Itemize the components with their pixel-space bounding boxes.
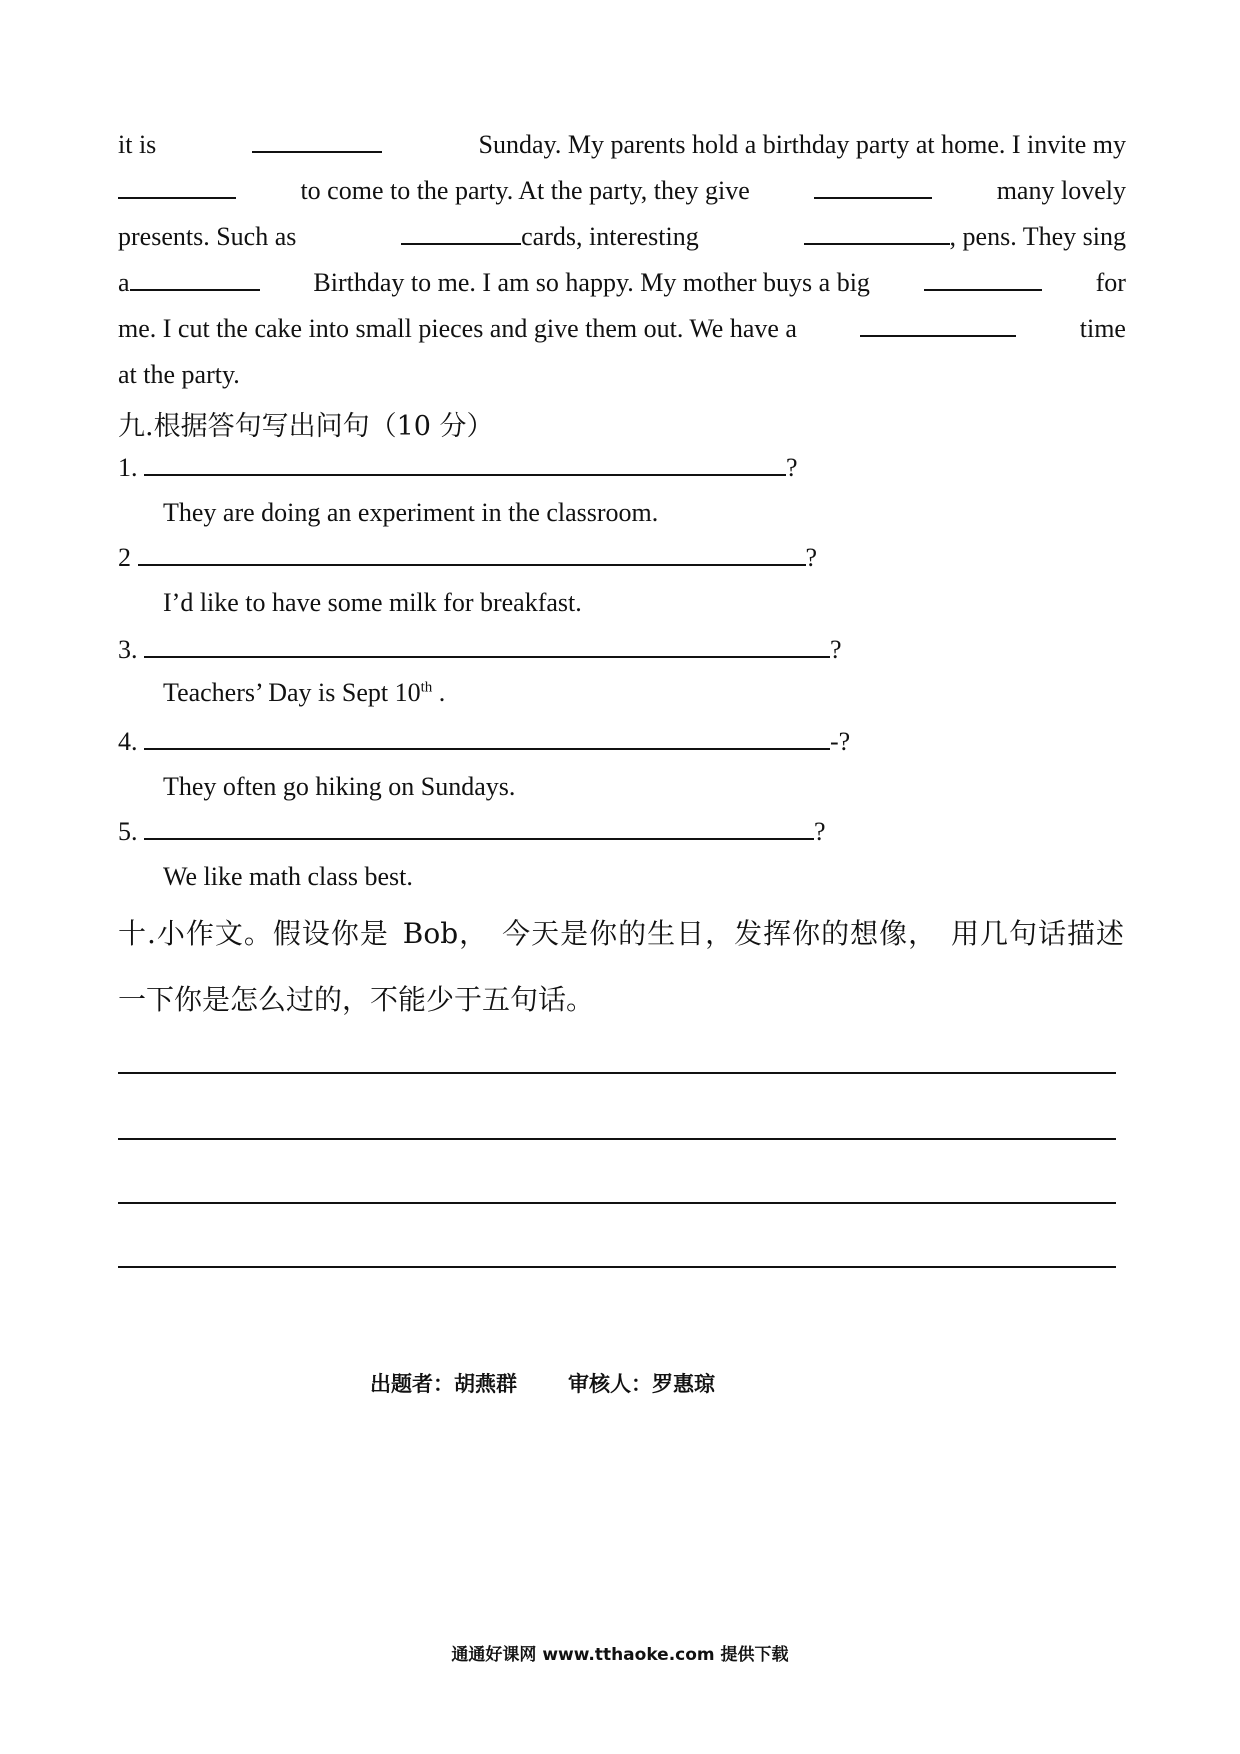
cloze-text: for	[1095, 268, 1126, 297]
question-line-4	[118, 726, 850, 756]
section-9-title: 九.根据答句写出问句（10 分）	[118, 411, 494, 442]
question-mark: -?	[830, 727, 851, 756]
question-number: 2	[118, 543, 131, 572]
question-answer-blank[interactable]	[144, 816, 814, 840]
answer-sentence-5: We like math class best.	[163, 862, 413, 891]
section-10-prompt-line-2: 一下你是怎么过的，不能少于五句话。	[118, 983, 595, 1016]
cloze-passage	[118, 122, 1126, 398]
cloze-line-6	[118, 352, 1126, 398]
cloze-blank[interactable]	[814, 175, 932, 199]
cloze-text: Birthday to me. I am so happy. My mother buys a big	[313, 268, 870, 297]
cloze-line-5	[118, 306, 1126, 352]
question-number: 4.	[118, 727, 138, 756]
question-mark: ?	[814, 817, 826, 846]
cloze-line-3	[118, 214, 1126, 260]
answer-text: .	[432, 678, 446, 707]
question-mark: ?	[805, 543, 818, 572]
answer-sentence-1: They are doing an experiment in the classroom.	[163, 498, 659, 527]
page-footer: 通通好课网 www.tthaoke.com 提供下载	[451, 1645, 789, 1665]
question-mark: ?	[786, 453, 798, 482]
cloze-blank[interactable]	[130, 267, 260, 291]
question-line-3	[118, 634, 842, 664]
ordinal-suffix: th	[420, 679, 433, 696]
cloze-blank[interactable]	[860, 313, 1016, 337]
section-10-prompt-line-1: 十.小作文。假设你是 Bob， 今天是你的生日，发挥你的想像， 用几句话描述	[118, 917, 1124, 950]
question-line-2	[118, 542, 817, 572]
question-answer-blank[interactable]	[144, 452, 786, 476]
cloze-blank[interactable]	[804, 221, 950, 245]
cloze-blank[interactable]	[252, 129, 382, 153]
cloze-text: cards, interesting	[521, 222, 699, 251]
question-answer-blank[interactable]	[138, 542, 806, 566]
cloze-text: it is	[118, 130, 157, 159]
cloze-blank[interactable]	[118, 175, 236, 199]
question-answer-blank[interactable]	[144, 726, 830, 750]
writing-line[interactable]	[118, 1138, 1116, 1140]
cloze-text: to come to the party. At the party, they give	[300, 176, 750, 205]
writing-line[interactable]	[118, 1202, 1116, 1204]
answer-text: Teachers’ Day is Sept 10	[163, 678, 421, 707]
author-credit: 出题者：胡燕群	[370, 1372, 517, 1396]
question-number: 1.	[118, 453, 138, 482]
cloze-blank[interactable]	[924, 267, 1042, 291]
cloze-text: time	[1079, 314, 1126, 343]
question-number: 5.	[118, 817, 138, 846]
writing-line[interactable]	[118, 1072, 1116, 1074]
cloze-text: , pens. They sing	[949, 222, 1126, 251]
cloze-text: me. I cut the cake into small pieces and give them out. We have a	[118, 314, 797, 343]
cloze-text: many lovely	[996, 176, 1126, 205]
cloze-text: Sunday. My parents hold a birthday party at home. I invite my	[478, 130, 1126, 159]
cloze-blank[interactable]	[401, 221, 521, 245]
cloze-line-1	[118, 122, 1126, 168]
answer-sentence-4: They often go hiking on Sundays.	[163, 772, 516, 801]
answer-sentence-3	[163, 678, 445, 708]
cloze-line-2	[118, 168, 1126, 214]
cloze-line-4	[118, 260, 1126, 306]
cloze-text: a	[118, 268, 130, 297]
question-line-5	[118, 816, 826, 846]
cloze-text: presents. Such as	[118, 222, 297, 251]
cloze-text: at the party.	[118, 360, 240, 389]
question-mark: ?	[830, 635, 842, 664]
question-answer-blank[interactable]	[144, 634, 830, 658]
answer-sentence-2: I’d like to have some milk for breakfast.	[163, 588, 582, 617]
question-line-1	[118, 452, 798, 482]
reviewer-credit: 审核人：罗惠琼	[568, 1372, 715, 1396]
writing-line[interactable]	[118, 1266, 1116, 1268]
question-number: 3.	[118, 635, 138, 664]
